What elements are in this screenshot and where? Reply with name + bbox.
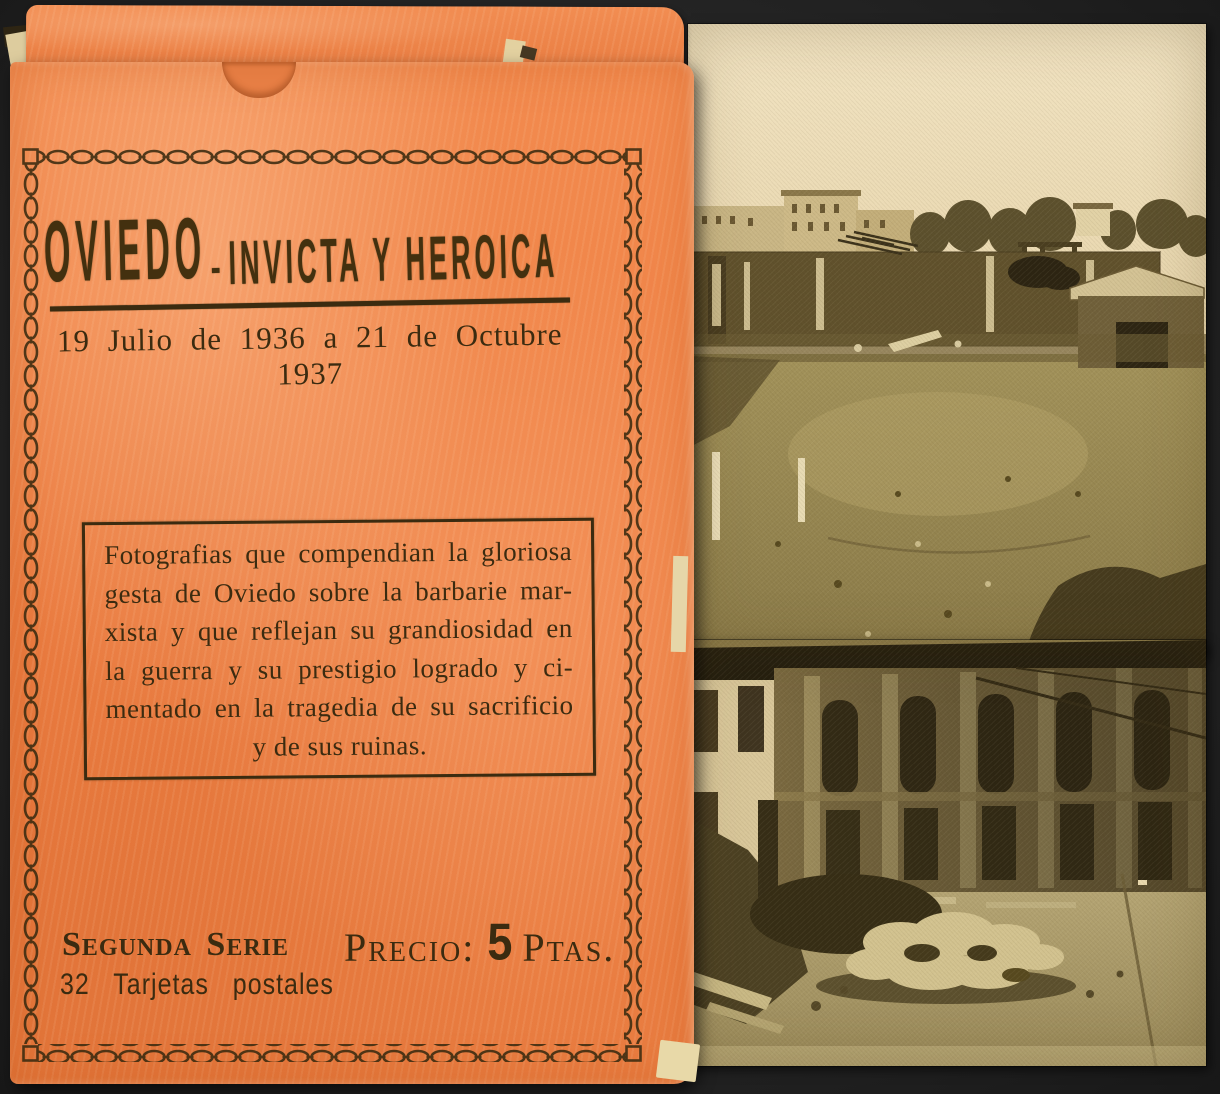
title-oviedo: OVIEDO [42, 201, 208, 302]
title-hyphen: - [210, 244, 222, 292]
description-line: mentado en la tragedia de su sacrificio [105, 689, 574, 725]
title-invicta-y-heroica: INVICTA Y HEROICA [227, 221, 559, 298]
thumb-notch [222, 62, 296, 98]
photo-ruins-field [688, 24, 1206, 656]
photo-street-rubble [686, 640, 1206, 1066]
description-box [82, 518, 596, 780]
description-line: la guerra y su prestigio logrado y ci- [105, 651, 574, 686]
series-label: Segunda Serie [62, 926, 290, 963]
description-line: y de sus ruinas. [252, 729, 428, 762]
cover-title [43, 194, 611, 305]
ruins-field-illustration [688, 24, 1206, 656]
postcard-wallet-cover [10, 62, 694, 1084]
price-unit: Ptas. [522, 925, 616, 970]
price-value: 5 [487, 912, 513, 971]
description-line: xista y que reflejan su grandiosidad en [104, 612, 573, 648]
street-rubble-illustration [686, 640, 1206, 1066]
card-edge-cream [656, 1040, 700, 1083]
card-edge-cream [671, 556, 689, 652]
price-label: Precio: [344, 925, 476, 970]
description-line: Fotografias que compendian la gloriosa [104, 535, 573, 571]
price-line [344, 912, 616, 972]
series-card-count: 32 Tarjetas postales [60, 968, 334, 1002]
description-line: gesta de Oviedo sobre la barbarie mar- [104, 574, 573, 609]
date-range: 19 Julio de 1936 a 21 de Octubre 1937 [56, 316, 563, 392]
